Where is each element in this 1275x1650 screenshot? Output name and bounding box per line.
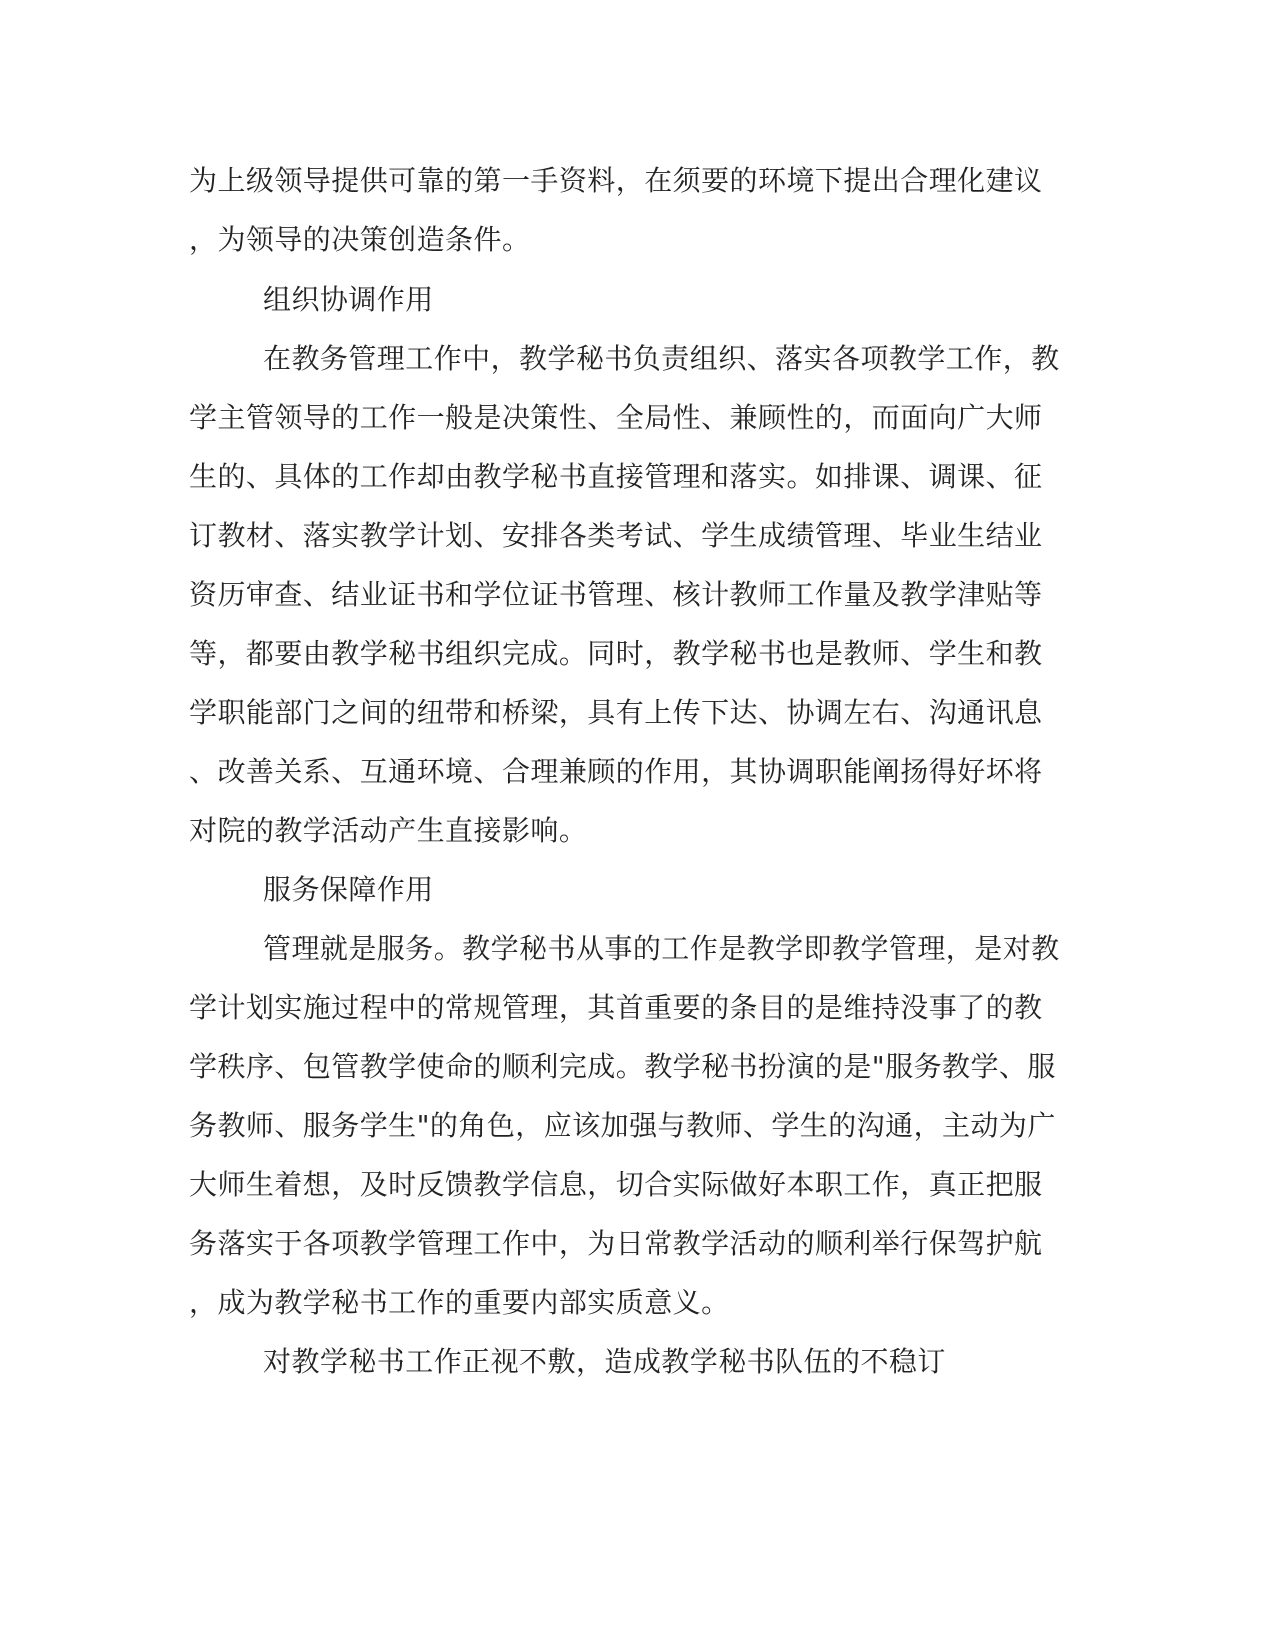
text-line-2: ，为领导的决策创造条件。 bbox=[189, 223, 531, 256]
text-line-19: 务落实于各项教学管理工作中，为日常教学活动的顺利举行保驾护航 bbox=[189, 1227, 1043, 1260]
section-heading-service-guarantee: 服务保障作用 bbox=[263, 873, 434, 906]
text-line-16: 学秩序、包管教学使命的顺利完成。教学秘书扮演的是"服务教学、服 bbox=[189, 1050, 1056, 1083]
text-line-18: 大师生着想，及时反馈教学信息，切合实际做好本职工作，真正把服 bbox=[189, 1168, 1043, 1201]
text-line-15: 学计划实施过程中的常规管理，其首重要的条目的是维持没事了的教 bbox=[189, 991, 1043, 1024]
text-line-21: 对教学秘书工作正视不敷，造成教学秘书队伍的不稳订 bbox=[263, 1345, 946, 1378]
text-line-10: 学职能部门之间的纽带和桥梁，具有上传下达、协调左右、沟通讯息 bbox=[189, 696, 1043, 729]
text-line-11: 、改善关系、互通环境、合理兼顾的作用，其协调职能阐扬得好坏将 bbox=[189, 755, 1043, 788]
text-line-8: 资历审查、结业证书和学位证书管理、核计教师工作量及教学津贴等 bbox=[189, 578, 1043, 611]
text-line-17: 务教师、服务学生"的角色，应该加强与教师、学生的沟通，主动为广 bbox=[189, 1109, 1056, 1142]
text-line-1: 为上级领导提供可靠的第一手资料，在须要的环境下提出合理化建议 bbox=[189, 164, 1043, 197]
text-line-20: ，成为教学秘书工作的重要内部实质意义。 bbox=[189, 1286, 730, 1319]
text-line-7: 订教材、落实教学计划、安排各类考试、学生成绩管理、毕业生结业 bbox=[189, 519, 1043, 552]
text-line-9: 等，都要由教学秘书组织完成。同时，教学秘书也是教师、学生和教 bbox=[189, 637, 1043, 670]
text-line-4: 在教务管理工作中，教学秘书负责组织、落实各项教学工作，教 bbox=[263, 342, 1060, 375]
text-line-6: 生的、具体的工作却由教学秘书直接管理和落实。如排课、调课、征 bbox=[189, 460, 1043, 493]
text-line-12: 对院的教学活动产生直接影响。 bbox=[189, 814, 588, 847]
section-heading-organize-coordinate: 组织协调作用 bbox=[263, 283, 434, 316]
text-line-5: 学主管领导的工作一般是决策性、全局性、兼顾性的，而面向广大师 bbox=[189, 401, 1043, 434]
text-line-14: 管理就是服务。教学秘书从事的工作是教学即教学管理，是对教 bbox=[263, 932, 1060, 965]
